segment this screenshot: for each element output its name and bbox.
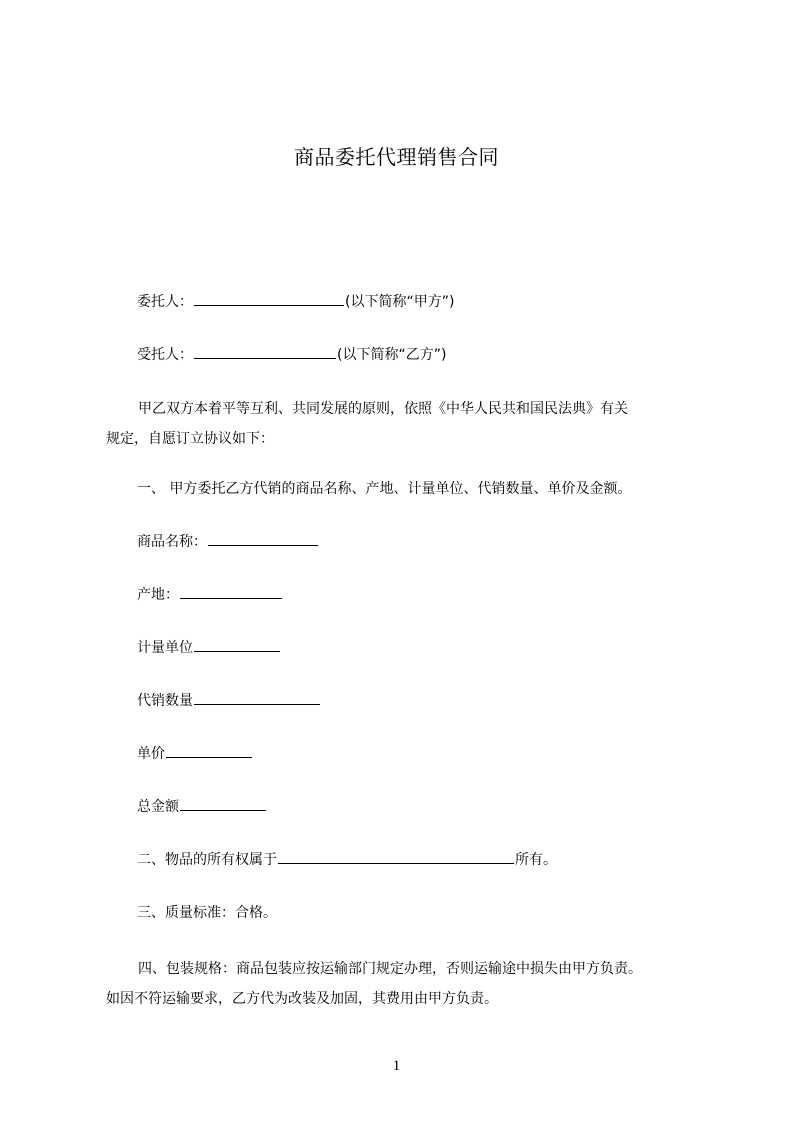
- unit-line: [137, 637, 281, 658]
- principal-blank[interactable]: [194, 291, 344, 306]
- principal-line: [137, 291, 454, 312]
- quantity-blank[interactable]: [194, 690, 320, 705]
- total-amount-label: 总金额: [137, 799, 179, 815]
- agent-label: 受托人：: [137, 347, 193, 363]
- total-amount-line: [137, 796, 267, 817]
- clause-2-suffix: 所有。: [515, 852, 557, 868]
- intro-line-1: 甲乙双方本着平等互利、共同发展的原则，依照《中华人民共和国民法典》有关: [138, 401, 628, 417]
- principal-suffix: (以下简称“甲方”): [345, 294, 455, 310]
- total-amount-blank[interactable]: [180, 796, 266, 811]
- product-name-line: [137, 531, 319, 552]
- agent-suffix: (以下简称“乙方”): [337, 347, 447, 363]
- product-name-label: 商品名称：: [137, 534, 207, 550]
- page-number: 1: [392, 1058, 401, 1074]
- product-name-blank[interactable]: [208, 531, 318, 546]
- ownership-blank[interactable]: [278, 849, 514, 864]
- origin-blank[interactable]: [180, 584, 282, 599]
- intro-paragraph: [106, 394, 696, 454]
- origin-label: 产地：: [137, 587, 179, 603]
- origin-line: [137, 584, 283, 605]
- unit-price-blank[interactable]: [166, 743, 252, 758]
- agent-line: [137, 344, 446, 365]
- document-title: 商品委托代理销售合同: [294, 145, 499, 169]
- quantity-line: [137, 690, 321, 711]
- intro-line-2: 规定，自愿订立协议如下：: [106, 431, 274, 447]
- principal-label: 委托人：: [137, 294, 193, 310]
- clause-2-prefix: 二、物品的所有权属于: [137, 852, 277, 868]
- clause-2: [137, 849, 557, 870]
- unit-price-line: [137, 743, 253, 764]
- unit-price-label: 单价: [137, 746, 165, 762]
- clause-4-line-2: 如因不符运输要求，乙方代为改装及加固，其费用由甲方负责。: [106, 991, 498, 1007]
- unit-blank[interactable]: [194, 637, 280, 652]
- quantity-label: 代销数量: [137, 693, 193, 709]
- agent-blank[interactable]: [194, 344, 336, 359]
- clause-4-line-1: 四、包装规格：商品包装应按运输部门规定办理，否则运输途中损失由甲方负责。: [138, 961, 642, 977]
- unit-label: 计量单位: [137, 640, 193, 656]
- clause-3: 三、质量标准：合格。: [137, 905, 277, 921]
- clause-1: 一、 甲方委托乙方代销的商品名称、产地、计量单位、代销数量、单价及金额。: [137, 481, 632, 497]
- clause-4: [106, 954, 696, 1014]
